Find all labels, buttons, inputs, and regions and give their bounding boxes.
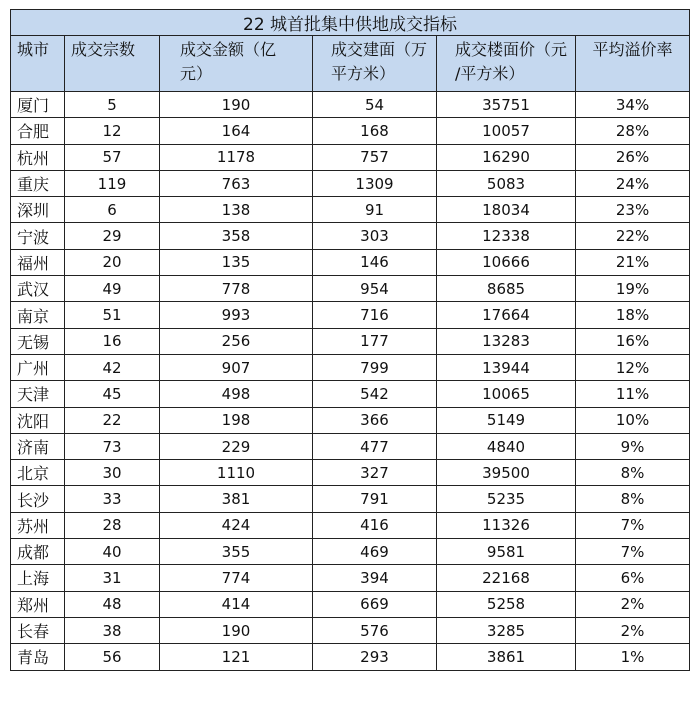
- cell-floor-area: 293: [313, 644, 437, 670]
- header-floor-price: [437, 36, 576, 92]
- cell-deal-count: 119: [65, 170, 160, 196]
- cell-city: 无锡: [11, 328, 65, 354]
- table-body: [11, 92, 690, 671]
- cell-floor-price: 35751: [437, 92, 576, 118]
- cell-deal-amount: 424: [160, 512, 313, 538]
- table-title: 22 城首批集中供地成交指标: [11, 10, 690, 36]
- cell-city: 广州: [11, 354, 65, 380]
- cell-premium-rate: 21%: [576, 249, 690, 275]
- cell-deal-amount: 256: [160, 328, 313, 354]
- table-row: [11, 644, 690, 670]
- cell-floor-area: 416: [313, 512, 437, 538]
- cell-floor-area: 177: [313, 328, 437, 354]
- cell-floor-area: 146: [313, 249, 437, 275]
- cell-deal-amount: 358: [160, 223, 313, 249]
- table-row: [11, 407, 690, 433]
- cell-deal-count: 33: [65, 486, 160, 512]
- header-deal-count: [65, 36, 160, 92]
- cell-deal-count: 20: [65, 249, 160, 275]
- cell-floor-area: 303: [313, 223, 437, 249]
- cell-floor-price: 16290: [437, 144, 576, 170]
- cell-floor-price: 5149: [437, 407, 576, 433]
- cell-floor-price: 13283: [437, 328, 576, 354]
- cell-premium-rate: 7%: [576, 512, 690, 538]
- table-row: [11, 118, 690, 144]
- cell-city: 武汉: [11, 276, 65, 302]
- cell-floor-area: 477: [313, 433, 437, 459]
- cell-deal-amount: 1110: [160, 460, 313, 486]
- cell-floor-price: 13944: [437, 354, 576, 380]
- cell-deal-count: 31: [65, 565, 160, 591]
- cell-city: 郑州: [11, 591, 65, 617]
- cell-floor-price: 3285: [437, 617, 576, 643]
- cell-floor-price: 10057: [437, 118, 576, 144]
- table-row: [11, 354, 690, 380]
- cell-premium-rate: 8%: [576, 460, 690, 486]
- cell-floor-area: 791: [313, 486, 437, 512]
- cell-premium-rate: 28%: [576, 118, 690, 144]
- cell-city: 上海: [11, 565, 65, 591]
- land-supply-table: [10, 9, 690, 671]
- cell-floor-price: 10666: [437, 249, 576, 275]
- cell-deal-amount: 778: [160, 276, 313, 302]
- cell-deal-count: 57: [65, 144, 160, 170]
- cell-floor-area: 799: [313, 354, 437, 380]
- cell-deal-count: 22: [65, 407, 160, 433]
- cell-deal-count: 16: [65, 328, 160, 354]
- cell-deal-amount: 164: [160, 118, 313, 144]
- cell-deal-count: 38: [65, 617, 160, 643]
- cell-city: 济南: [11, 433, 65, 459]
- cell-city: 成都: [11, 539, 65, 565]
- table-row: [11, 512, 690, 538]
- cell-floor-price: 9581: [437, 539, 576, 565]
- cell-floor-price: 22168: [437, 565, 576, 591]
- cell-premium-rate: 26%: [576, 144, 690, 170]
- cell-floor-price: 3861: [437, 644, 576, 670]
- cell-deal-amount: 381: [160, 486, 313, 512]
- cell-floor-price: 11326: [437, 512, 576, 538]
- table-row: [11, 197, 690, 223]
- table-row: [11, 276, 690, 302]
- cell-deal-count: 12: [65, 118, 160, 144]
- cell-floor-price: 10065: [437, 381, 576, 407]
- table-row: [11, 381, 690, 407]
- table-row: [11, 617, 690, 643]
- cell-deal-amount: 1178: [160, 144, 313, 170]
- cell-premium-rate: 11%: [576, 381, 690, 407]
- cell-city: 宁波: [11, 223, 65, 249]
- cell-deal-count: 45: [65, 381, 160, 407]
- cell-deal-amount: 121: [160, 644, 313, 670]
- table-row: [11, 591, 690, 617]
- cell-floor-price: 8685: [437, 276, 576, 302]
- cell-deal-amount: 355: [160, 539, 313, 565]
- header-line: 平均溢价率: [592, 40, 673, 59]
- cell-deal-amount: 414: [160, 591, 313, 617]
- cell-city: 福州: [11, 249, 65, 275]
- cell-deal-count: 42: [65, 354, 160, 380]
- table-row: [11, 539, 690, 565]
- cell-premium-rate: 34%: [576, 92, 690, 118]
- cell-floor-area: 91: [313, 197, 437, 223]
- cell-floor-area: 54: [313, 92, 437, 118]
- cell-deal-count: 51: [65, 302, 160, 328]
- cell-deal-amount: 190: [160, 92, 313, 118]
- cell-deal-amount: 198: [160, 407, 313, 433]
- header-line: 城市: [17, 40, 50, 59]
- cell-deal-count: 29: [65, 223, 160, 249]
- cell-deal-amount: 498: [160, 381, 313, 407]
- table-row: [11, 486, 690, 512]
- header-line: /平方米）: [455, 64, 525, 83]
- cell-city: 合肥: [11, 118, 65, 144]
- cell-premium-rate: 16%: [576, 328, 690, 354]
- cell-city: 深圳: [11, 197, 65, 223]
- cell-deal-amount: 763: [160, 170, 313, 196]
- cell-floor-price: 12338: [437, 223, 576, 249]
- cell-deal-count: 49: [65, 276, 160, 302]
- cell-deal-count: 73: [65, 433, 160, 459]
- header-floor-area: [313, 36, 437, 92]
- cell-deal-count: 5: [65, 92, 160, 118]
- table-row: [11, 328, 690, 354]
- cell-premium-rate: 23%: [576, 197, 690, 223]
- cell-deal-amount: 993: [160, 302, 313, 328]
- cell-floor-area: 394: [313, 565, 437, 591]
- cell-premium-rate: 2%: [576, 591, 690, 617]
- cell-city: 青岛: [11, 644, 65, 670]
- header-line: 元）: [180, 64, 213, 83]
- table-row: [11, 223, 690, 249]
- cell-deal-amount: 907: [160, 354, 313, 380]
- cell-floor-area: 669: [313, 591, 437, 617]
- cell-city: 天津: [11, 381, 65, 407]
- cell-city: 南京: [11, 302, 65, 328]
- cell-city: 沈阳: [11, 407, 65, 433]
- cell-city: 杭州: [11, 144, 65, 170]
- table-row: [11, 170, 690, 196]
- cell-floor-price: 5258: [437, 591, 576, 617]
- table-row: [11, 144, 690, 170]
- cell-city: 重庆: [11, 170, 65, 196]
- cell-floor-price: 5235: [437, 486, 576, 512]
- cell-premium-rate: 10%: [576, 407, 690, 433]
- table-row: [11, 249, 690, 275]
- header-city: [11, 36, 65, 92]
- cell-deal-count: 40: [65, 539, 160, 565]
- cell-city: 长沙: [11, 486, 65, 512]
- cell-deal-count: 6: [65, 197, 160, 223]
- cell-premium-rate: 22%: [576, 223, 690, 249]
- cell-deal-count: 28: [65, 512, 160, 538]
- header-line: 成交金额（亿: [180, 40, 277, 59]
- header-line: 成交宗数: [71, 40, 136, 59]
- cell-deal-amount: 229: [160, 433, 313, 459]
- cell-premium-rate: 9%: [576, 433, 690, 459]
- cell-floor-price: 5083: [437, 170, 576, 196]
- cell-premium-rate: 12%: [576, 354, 690, 380]
- header-line: 成交建面（万: [331, 40, 428, 59]
- cell-deal-amount: 190: [160, 617, 313, 643]
- cell-floor-area: 469: [313, 539, 437, 565]
- table-row: [11, 92, 690, 118]
- cell-premium-rate: 7%: [576, 539, 690, 565]
- cell-floor-area: 954: [313, 276, 437, 302]
- cell-floor-price: 39500: [437, 460, 576, 486]
- cell-premium-rate: 1%: [576, 644, 690, 670]
- cell-city: 北京: [11, 460, 65, 486]
- cell-deal-count: 48: [65, 591, 160, 617]
- table-row: [11, 460, 690, 486]
- cell-floor-price: 17664: [437, 302, 576, 328]
- header-premium-rate: [576, 36, 690, 92]
- cell-floor-area: 1309: [313, 170, 437, 196]
- cell-floor-area: 716: [313, 302, 437, 328]
- header-line: 成交楼面价（元: [455, 40, 568, 59]
- header-line: 平方米）: [331, 64, 396, 83]
- cell-floor-area: 542: [313, 381, 437, 407]
- cell-premium-rate: 18%: [576, 302, 690, 328]
- cell-deal-amount: 774: [160, 565, 313, 591]
- cell-floor-price: 4840: [437, 433, 576, 459]
- cell-deal-amount: 138: [160, 197, 313, 223]
- cell-city: 长春: [11, 617, 65, 643]
- header-row: [11, 36, 690, 92]
- cell-city: 厦门: [11, 92, 65, 118]
- cell-floor-area: 576: [313, 617, 437, 643]
- cell-floor-area: 757: [313, 144, 437, 170]
- cell-premium-rate: 19%: [576, 276, 690, 302]
- cell-premium-rate: 24%: [576, 170, 690, 196]
- cell-deal-count: 56: [65, 644, 160, 670]
- cell-city: 苏州: [11, 512, 65, 538]
- header-deal-amount: [160, 36, 313, 92]
- cell-deal-count: 30: [65, 460, 160, 486]
- cell-premium-rate: 8%: [576, 486, 690, 512]
- cell-floor-area: 327: [313, 460, 437, 486]
- table-row: [11, 302, 690, 328]
- table-row: [11, 565, 690, 591]
- cell-floor-area: 366: [313, 407, 437, 433]
- cell-premium-rate: 6%: [576, 565, 690, 591]
- cell-floor-area: 168: [313, 118, 437, 144]
- cell-deal-amount: 135: [160, 249, 313, 275]
- cell-premium-rate: 2%: [576, 617, 690, 643]
- table-container: [10, 9, 689, 671]
- table-row: [11, 433, 690, 459]
- cell-floor-price: 18034: [437, 197, 576, 223]
